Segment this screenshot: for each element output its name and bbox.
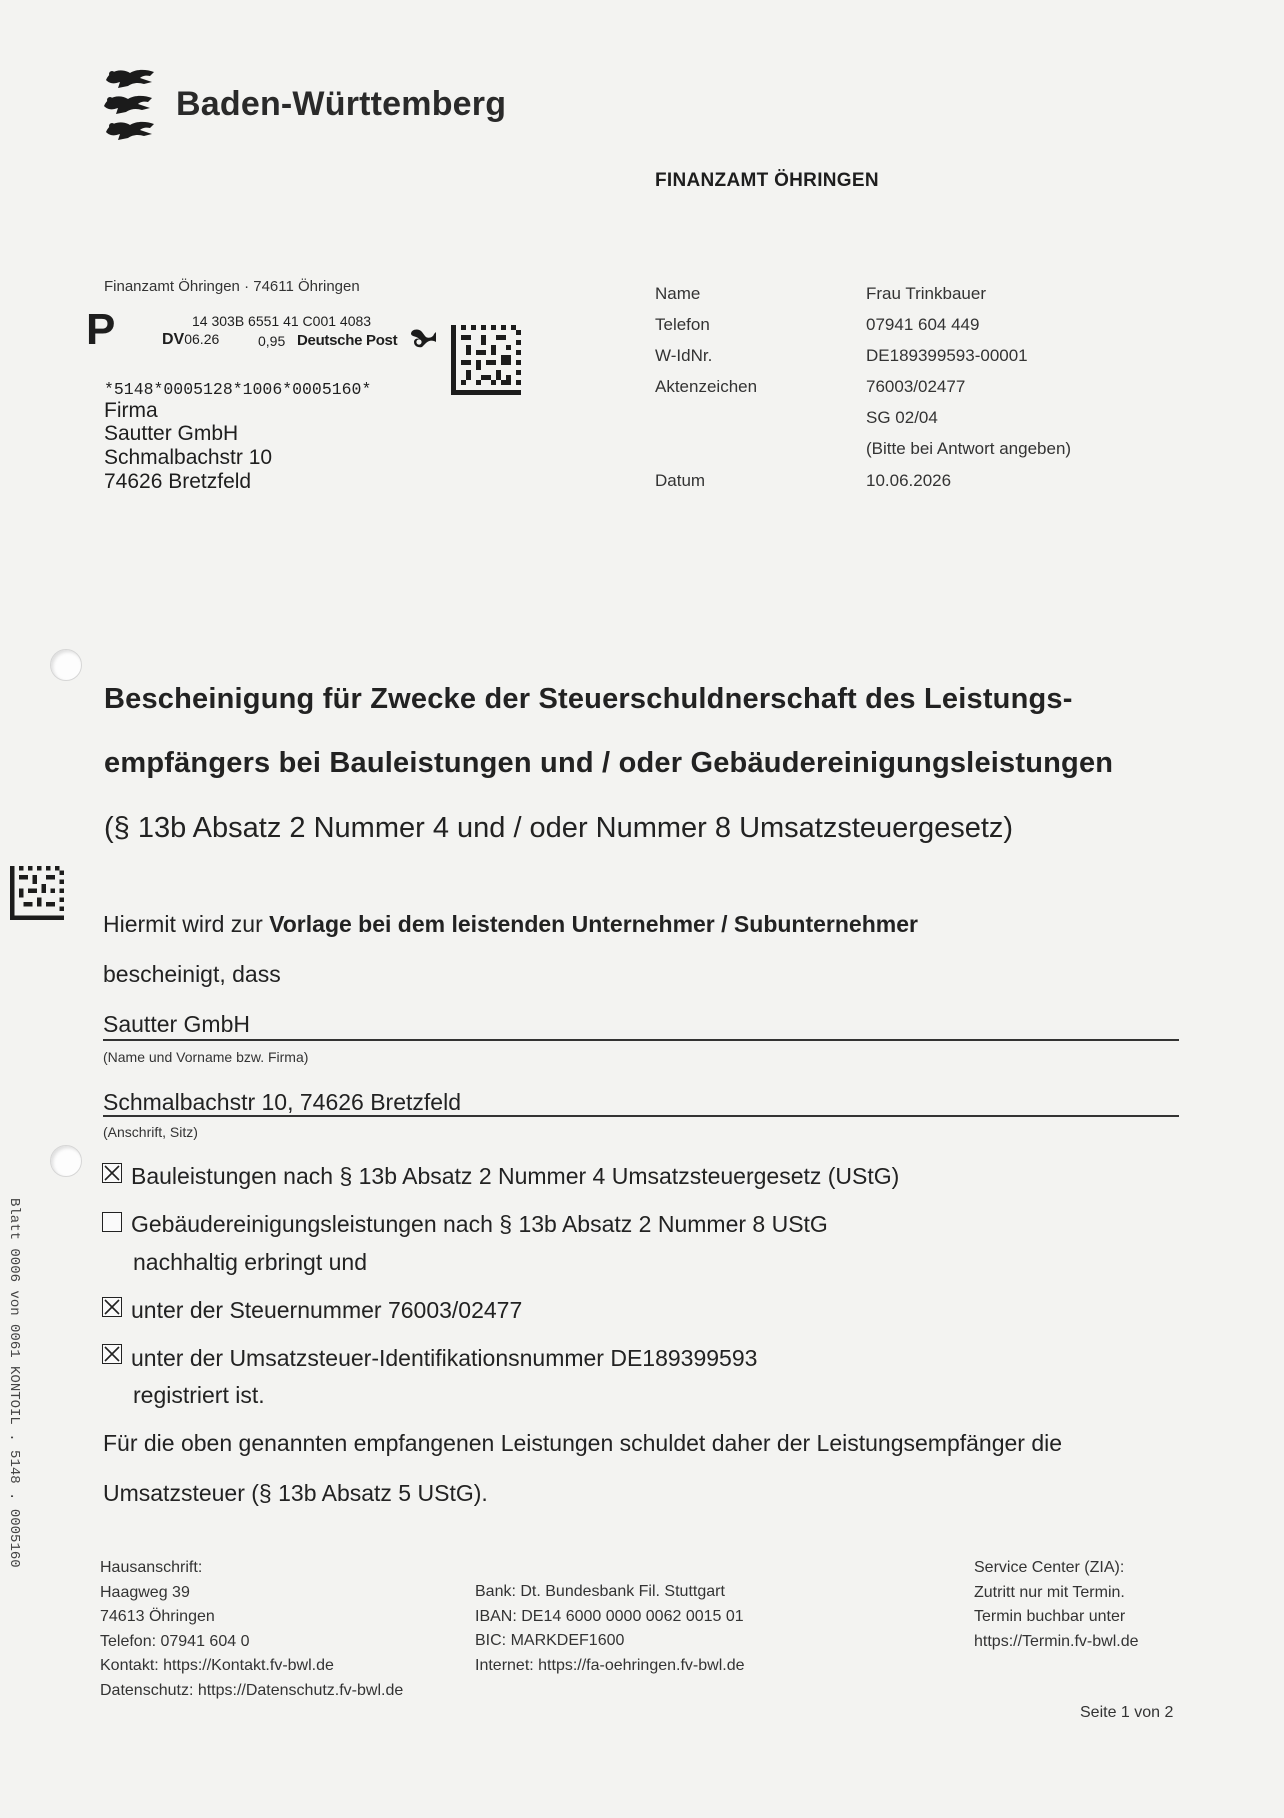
field-name-value: Sautter GmbH	[103, 1011, 250, 1037]
info-file-note: (Bitte bei Antwort angeben)	[866, 439, 1072, 458]
footer-service-l2: Zutritt nur mit Termin.	[974, 1583, 1125, 1601]
info-date-value: 10.06.2026	[866, 471, 952, 490]
footer-service	[974, 1556, 1139, 1654]
side-datamatrix-icon	[10, 866, 64, 920]
footer-service-l1: Service Center (ZIA):	[974, 1559, 1125, 1576]
footer-termin-link[interactable]: https://Termin.fv-bwl.de	[974, 1632, 1139, 1650]
franking-dv-label: DV	[162, 331, 185, 348]
intro-prefix: Hiermit wird zur	[103, 911, 270, 937]
three-lions-crest-icon	[100, 64, 162, 144]
info-file-value-2: SG 02/04	[866, 408, 938, 427]
field-name-caption: (Name und Vorname bzw. Firma)	[103, 1049, 309, 1065]
checkbox-steuernummer-label: unter der Steuernummer 76003/02477	[131, 1297, 523, 1323]
heading-line-1: Bescheinigung für Zwecke der Steuerschuldnerschaft des Leistungs-	[104, 683, 1073, 715]
footer-address-l4: Telefon: 07941 604 0	[100, 1632, 250, 1650]
franking-carrier: Deutsche Post	[297, 332, 398, 349]
state-name: Baden-Württemberg	[176, 84, 507, 123]
recipient-line-3: Schmalbachstr 10	[104, 446, 273, 469]
info-file-value: 76003/02477	[866, 377, 966, 396]
deutsche-post-horn-icon	[408, 326, 438, 350]
intro-bold: Vorlage bei dem leistenden Unternehmer / Subunternehmer	[269, 911, 918, 937]
info-name-label: Name	[655, 284, 701, 303]
checkbox-steuernummer[interactable]	[102, 1297, 122, 1317]
heading-line-2: empfängers bei Bauleistungen und / oder Gebäudereinigungsleistungen	[104, 747, 1114, 779]
sender-line: Finanzamt Öhringen · 74611 Öhringen	[104, 278, 360, 295]
field-address-value: Schmalbachstr 10, 74626 Bretzfeld	[103, 1089, 461, 1115]
recipient-line-1: Firma	[104, 399, 158, 422]
field-address-caption: (Anschrift, Sitz)	[103, 1124, 198, 1140]
checked-x-icon	[103, 1164, 121, 1182]
footer-address-l3: 74613 Öhringen	[100, 1608, 215, 1625]
checkbox-ustid-label: unter der Umsatzsteuer-Identifikationsnummer DE189399593	[131, 1345, 758, 1371]
footer-internet-link[interactable]: Internet: https://fa-oehringen.fv-bwl.de	[475, 1656, 745, 1674]
heading-line-3: (§ 13b Absatz 2 Nummer 4 und / oder Nummer 8 Umsatzsteuergesetz)	[104, 812, 1014, 844]
punch-hole-bottom	[50, 1145, 82, 1177]
address-barcode-line: *5148*0005128*1006*0005160*	[104, 380, 372, 399]
datamatrix-code-icon	[451, 324, 521, 396]
info-vatid-label: W-IdNr.	[655, 346, 713, 365]
franking-dv-date: 06.26	[184, 331, 220, 347]
conclusion-line-2: Umsatzsteuer (§ 13b Absatz 5 UStG).	[103, 1480, 488, 1506]
intro-line-1	[103, 911, 918, 938]
footer-service-l3: Termin buchbar unter	[974, 1608, 1126, 1625]
field-address-line	[103, 1115, 1179, 1117]
punch-hole-top	[50, 649, 82, 681]
field-name-line	[103, 1039, 1179, 1041]
checkbox-gebaeudereinigung-label: Gebäudereinigungsleistungen nach § 13b Absatz 2 Nummer 8 UStG	[131, 1211, 828, 1237]
footer-bank-bic: BIC: MARKDEF1600	[475, 1632, 625, 1649]
footer-privacy-link[interactable]: Datenschutz: https://Datenschutz.fv-bwl.de	[100, 1681, 404, 1699]
postage-p-mark: P	[86, 305, 116, 354]
side-print-text: Blatt 0006 von 0061 KONTOIL . 5148 . 0005160	[6, 1198, 22, 1568]
franking-numbers: 14 303B 6551 41 C001 4083	[192, 313, 372, 329]
footer-address-l2: Haagweg 39	[100, 1583, 190, 1601]
footer-bank	[475, 1580, 744, 1678]
intro-line-2: bescheinigt, dass	[103, 961, 281, 987]
checkbox-gebaeudereinigung-label-2: nachhaltig erbringt und	[133, 1249, 367, 1275]
franking-price: 0,95	[258, 333, 286, 349]
checkbox-bauleistungen-label: Bauleistungen nach § 13b Absatz 2 Nummer 4 Umsatzsteuergesetz (UStG)	[131, 1163, 900, 1189]
checkbox-ustid-label-2: registriert ist.	[133, 1382, 265, 1408]
footer-bank-iban: IBAN: DE14 6000 0000 0062 0015 01	[475, 1607, 744, 1625]
recipient-line-2: Sautter GmbH	[104, 422, 239, 445]
info-vatid-value: DE189399593-00001	[866, 346, 1028, 365]
franking-dv	[162, 331, 219, 349]
office-title: FINANZAMT ÖHRINGEN	[655, 170, 879, 191]
footer-bank-l1: Bank: Dt. Bundesbank Fil. Stuttgart	[475, 1583, 725, 1600]
checkbox-gebaeudereinigung[interactable]	[102, 1212, 122, 1232]
info-name-value: Frau Trinkbauer	[866, 284, 986, 303]
checkbox-bauleistungen[interactable]	[102, 1163, 122, 1183]
checkbox-ustid[interactable]	[102, 1344, 122, 1364]
info-date-label: Datum	[655, 471, 706, 490]
state-logo	[100, 64, 506, 144]
recipient-line-4: 74626 Bretzfeld	[104, 470, 252, 493]
checked-x-icon	[103, 1298, 121, 1316]
conclusion-line-1: Für die oben genannten empfangenen Leistungen schuldet daher der Leistungsempfänger die	[103, 1430, 1063, 1456]
info-file-label: Aktenzeichen	[655, 377, 758, 396]
footer-address	[100, 1556, 403, 1703]
info-phone-value: 07941 604 449	[866, 315, 980, 334]
info-phone-label: Telefon	[655, 315, 710, 334]
footer-contact-link[interactable]: Kontakt: https://Kontakt.fv-bwl.de	[100, 1657, 334, 1674]
checked-x-icon	[103, 1345, 121, 1363]
page-number: Seite 1 von 2	[1080, 1704, 1174, 1721]
footer-address-l1: Hausanschrift:	[100, 1559, 203, 1576]
